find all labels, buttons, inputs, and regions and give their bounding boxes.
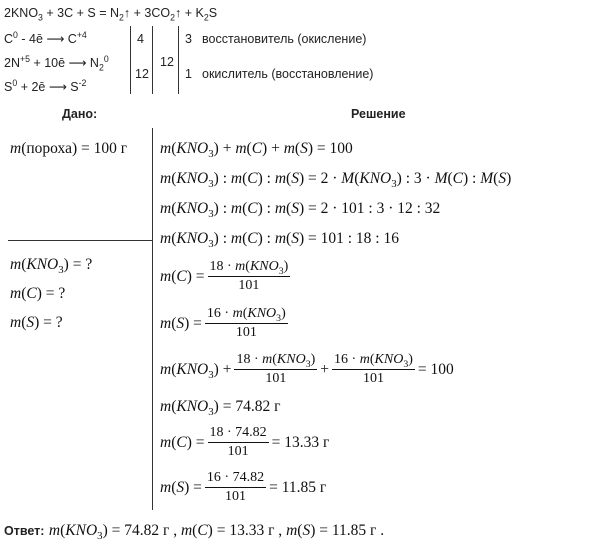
balance-divider-2 (152, 26, 153, 94)
balance-divider-1 (130, 26, 131, 94)
equation-ratio-molar: $m(KNO_3)$ : m(C) : $m(S) = 2 \cdot M(KNO_3)$ : 3 · M(C) : M(S) (160, 170, 512, 191)
fraction: $\frac{16 \cdot 74.82}{101}$ (206, 470, 265, 504)
answer-text: $m(KNO_3) = 74.82$ г , m(C) = 13.33 г , m(S) = 11.85 г . (48, 522, 385, 543)
fraction: $\frac{16 \cdot m(KNO_3)}{101}$ (334, 352, 413, 386)
half-reaction-carbon: $C^0$ - 4ē ⟶ $C^{+4}$ (4, 29, 87, 46)
solution-header: Решение (351, 107, 406, 121)
balance-divider-3 (178, 26, 179, 94)
given-divider (8, 240, 153, 241)
half-reaction-nitrogen: $2N^{+5}$ + 10ē ⟶ $N_2^0$ (4, 53, 109, 73)
equation-mass-c-formula: m(C) = $\frac{18 \cdot m(KNO_3)}{101}$ (160, 259, 289, 293)
find-mass-s: m(S) = ? (10, 314, 63, 331)
result-mass-s: m(S) = $\frac{16 \cdot 74.82}{101}$ = 11.85 г (160, 470, 327, 504)
result-mass-c: m(C) = $\frac{18 \cdot 74.82}{101}$ = 13.33 г (160, 425, 330, 459)
electron-count-4: 4 (137, 32, 144, 46)
equation-mass-sum: $m(KNO_3) + m(C) + m(S) = 100$ (160, 140, 353, 161)
fraction: $\frac{16 \cdot m(KNO_3)}{101}$ (206, 306, 286, 340)
find-mass-kno3: $m(KNO_3)$ = ? (10, 256, 93, 277)
fraction: $\frac{18 \cdot m(KNO_3)}{101}$ (209, 259, 289, 293)
fraction: $\frac{18 \cdot 74.82}{101}$ (209, 425, 267, 459)
result-mass-kno3: $m(KNO_3) = 74.82$ г (160, 398, 281, 419)
role-oxidizer: окислитель (восстановление) (202, 67, 374, 81)
given-mass: m(пороха) = 100 г (10, 140, 128, 157)
reaction-equation: $2KNO_3 + 3C + S$ = $N_2↑$ + $3CO_2↑ + K_2S$ (4, 6, 218, 23)
equation-mass-sum-substituted: $m(KNO_3)$ + $\frac{18 \cdot m(KNO_3)}{101}$ + $\frac{16 \cdot m(KNO_3)}{101}$ = 100 (160, 352, 454, 386)
coefficient-3: 3 (185, 32, 192, 46)
half-reaction-sulfur: $S^0$ + 2ē ⟶ $S^{-2}$ (4, 77, 87, 94)
equation-ratio-simplified: $m(KNO_3)$ : m(C) : m(S) = 101 : 18 : 16 (160, 230, 399, 251)
equation-ratio-numeric: $m(KNO_3)$ : m(C) : m(S) = 2 · 101 : 3 · 12 : 32 (160, 200, 441, 221)
table-vertical-line (152, 128, 153, 510)
answer-line (4, 522, 385, 543)
lcm-12: 12 (160, 55, 174, 69)
answer-label: Ответ: (4, 524, 45, 538)
fraction: $\frac{18 \cdot m(KNO_3)}{101}$ (236, 352, 316, 386)
find-mass-c: m(C) = ? (10, 285, 66, 302)
equation-mass-s-formula: m(S) = $\frac{16 \cdot m(KNO_3)}{101}$ (160, 306, 286, 340)
electron-count-12-left: 12 (135, 67, 149, 81)
role-reducer: восстановитель (окисление) (202, 32, 367, 46)
given-header: Дано: (62, 107, 98, 121)
coefficient-1: 1 (185, 67, 192, 81)
